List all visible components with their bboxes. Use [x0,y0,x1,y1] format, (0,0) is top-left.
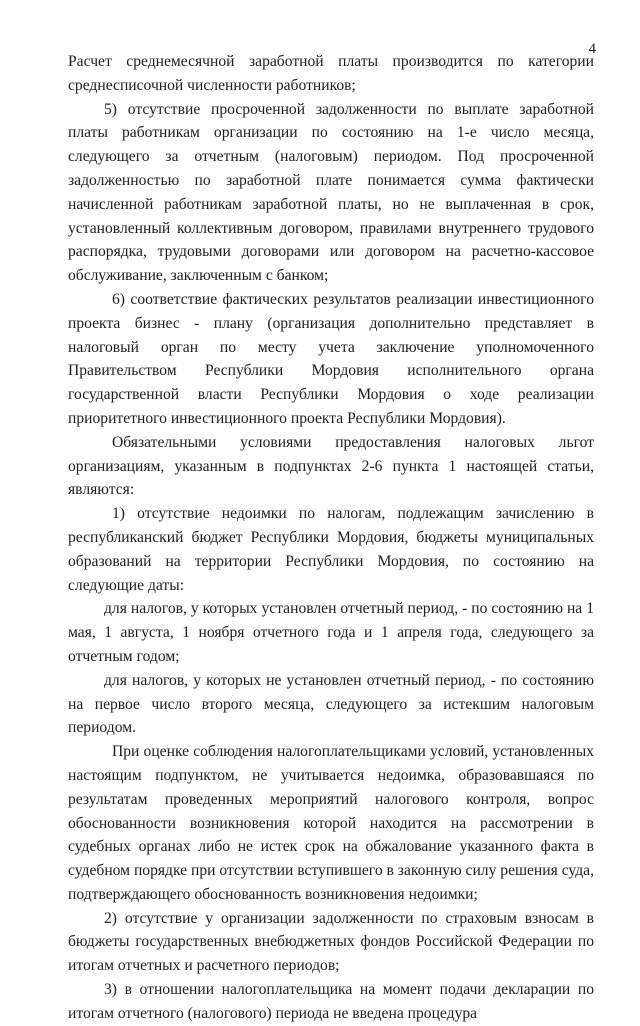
paragraph-assessment: При оценке соблюдения налогоплательщиками условий, установленных настоящим подпунктом, не учитывается недоимка, образовавшаяся по результатам проведенных мероприятий налогового контроля, вопрос обоснованности возникновения которой находится на рассмотрении в судебных органах либо не истек срок на обжалование указанного факта в судебном порядке при отсутствии вступившего в законную силу решения суда, подтверждающего обоснованность возникновения недоимки; [68,743,594,903]
paragraph-condition-5: 5) отсутствие просроченной задолженности по выплате заработной платы работникам организации по состоянию на 1-е число месяца, следующего за отчетным (налоговым) периодом. Под просроченной задолженностью по заработной плате понимается сумма фактически начисленной работникам заработной платы, но не выплаченная в срок, установленный коллективным договором, правилами внутреннего трудового распорядка, трудовыми договорами или договором на расчетно-кассовое обслуживание, заключенным с банком; [68,100,594,285]
paragraph-mandatory-conditions: Обязательными условиями предоставления налоговых льгот организациям, указанным в подпунктах 2-6 пункта 1 настоящей статьи, являются: [68,433,594,499]
document-body [68,50,594,1026]
paragraph-no-reporting-period-taxes: для налогов, у которых не установлен отчетный период, - по состоянию на первое число второго месяца, следующего за истекшим налоговым периодом. [68,671,594,737]
page-number: 4 [588,41,596,57]
paragraph-reporting-period-taxes: для налогов, у которых установлен отчетный период, - по состоянию на 1 мая, 1 августа, 1 ноября отчетного года и 1 апреля года, следующего за отчетным годом; [68,600,594,665]
paragraph-condition-6: 6) соответствие фактических результатов реализации инвестиционного проекта бизнес - плану (организация дополнительно представляет в налоговый орган по месту учета заключение уполномоченного Правительством Республики Мордовия исполнительного органа государственной власти Республики Мордовия о ходе реализации приоритетного инвестиционного проекта Республики Мордовия). [68,290,594,427]
paragraph-mandatory-1: 1) отсутствие недоимки по налогам, подлежащим зачислению в республиканский бюджет Республики Мордовия, бюджеты муниципальных образований на территории Республики Мордовия, по состоянию на следующие даты: [68,505,594,594]
paragraph-mandatory-2: 2) отсутствие у организации задолженности по страховым взносам в бюджеты государственных внебюджетных фондов Российской Федерации по итогам отчетных и расчетного периодов; [68,909,594,975]
paragraph-salary-calculation: Расчет среднемесячной заработной платы производится по категории среднесписочной численности работников; [68,53,594,94]
paragraph-mandatory-3: 3) в отношении налогоплательщика на момент подачи декларации по итогам отчетного (налогового) периода не введена процедура [68,981,594,1022]
